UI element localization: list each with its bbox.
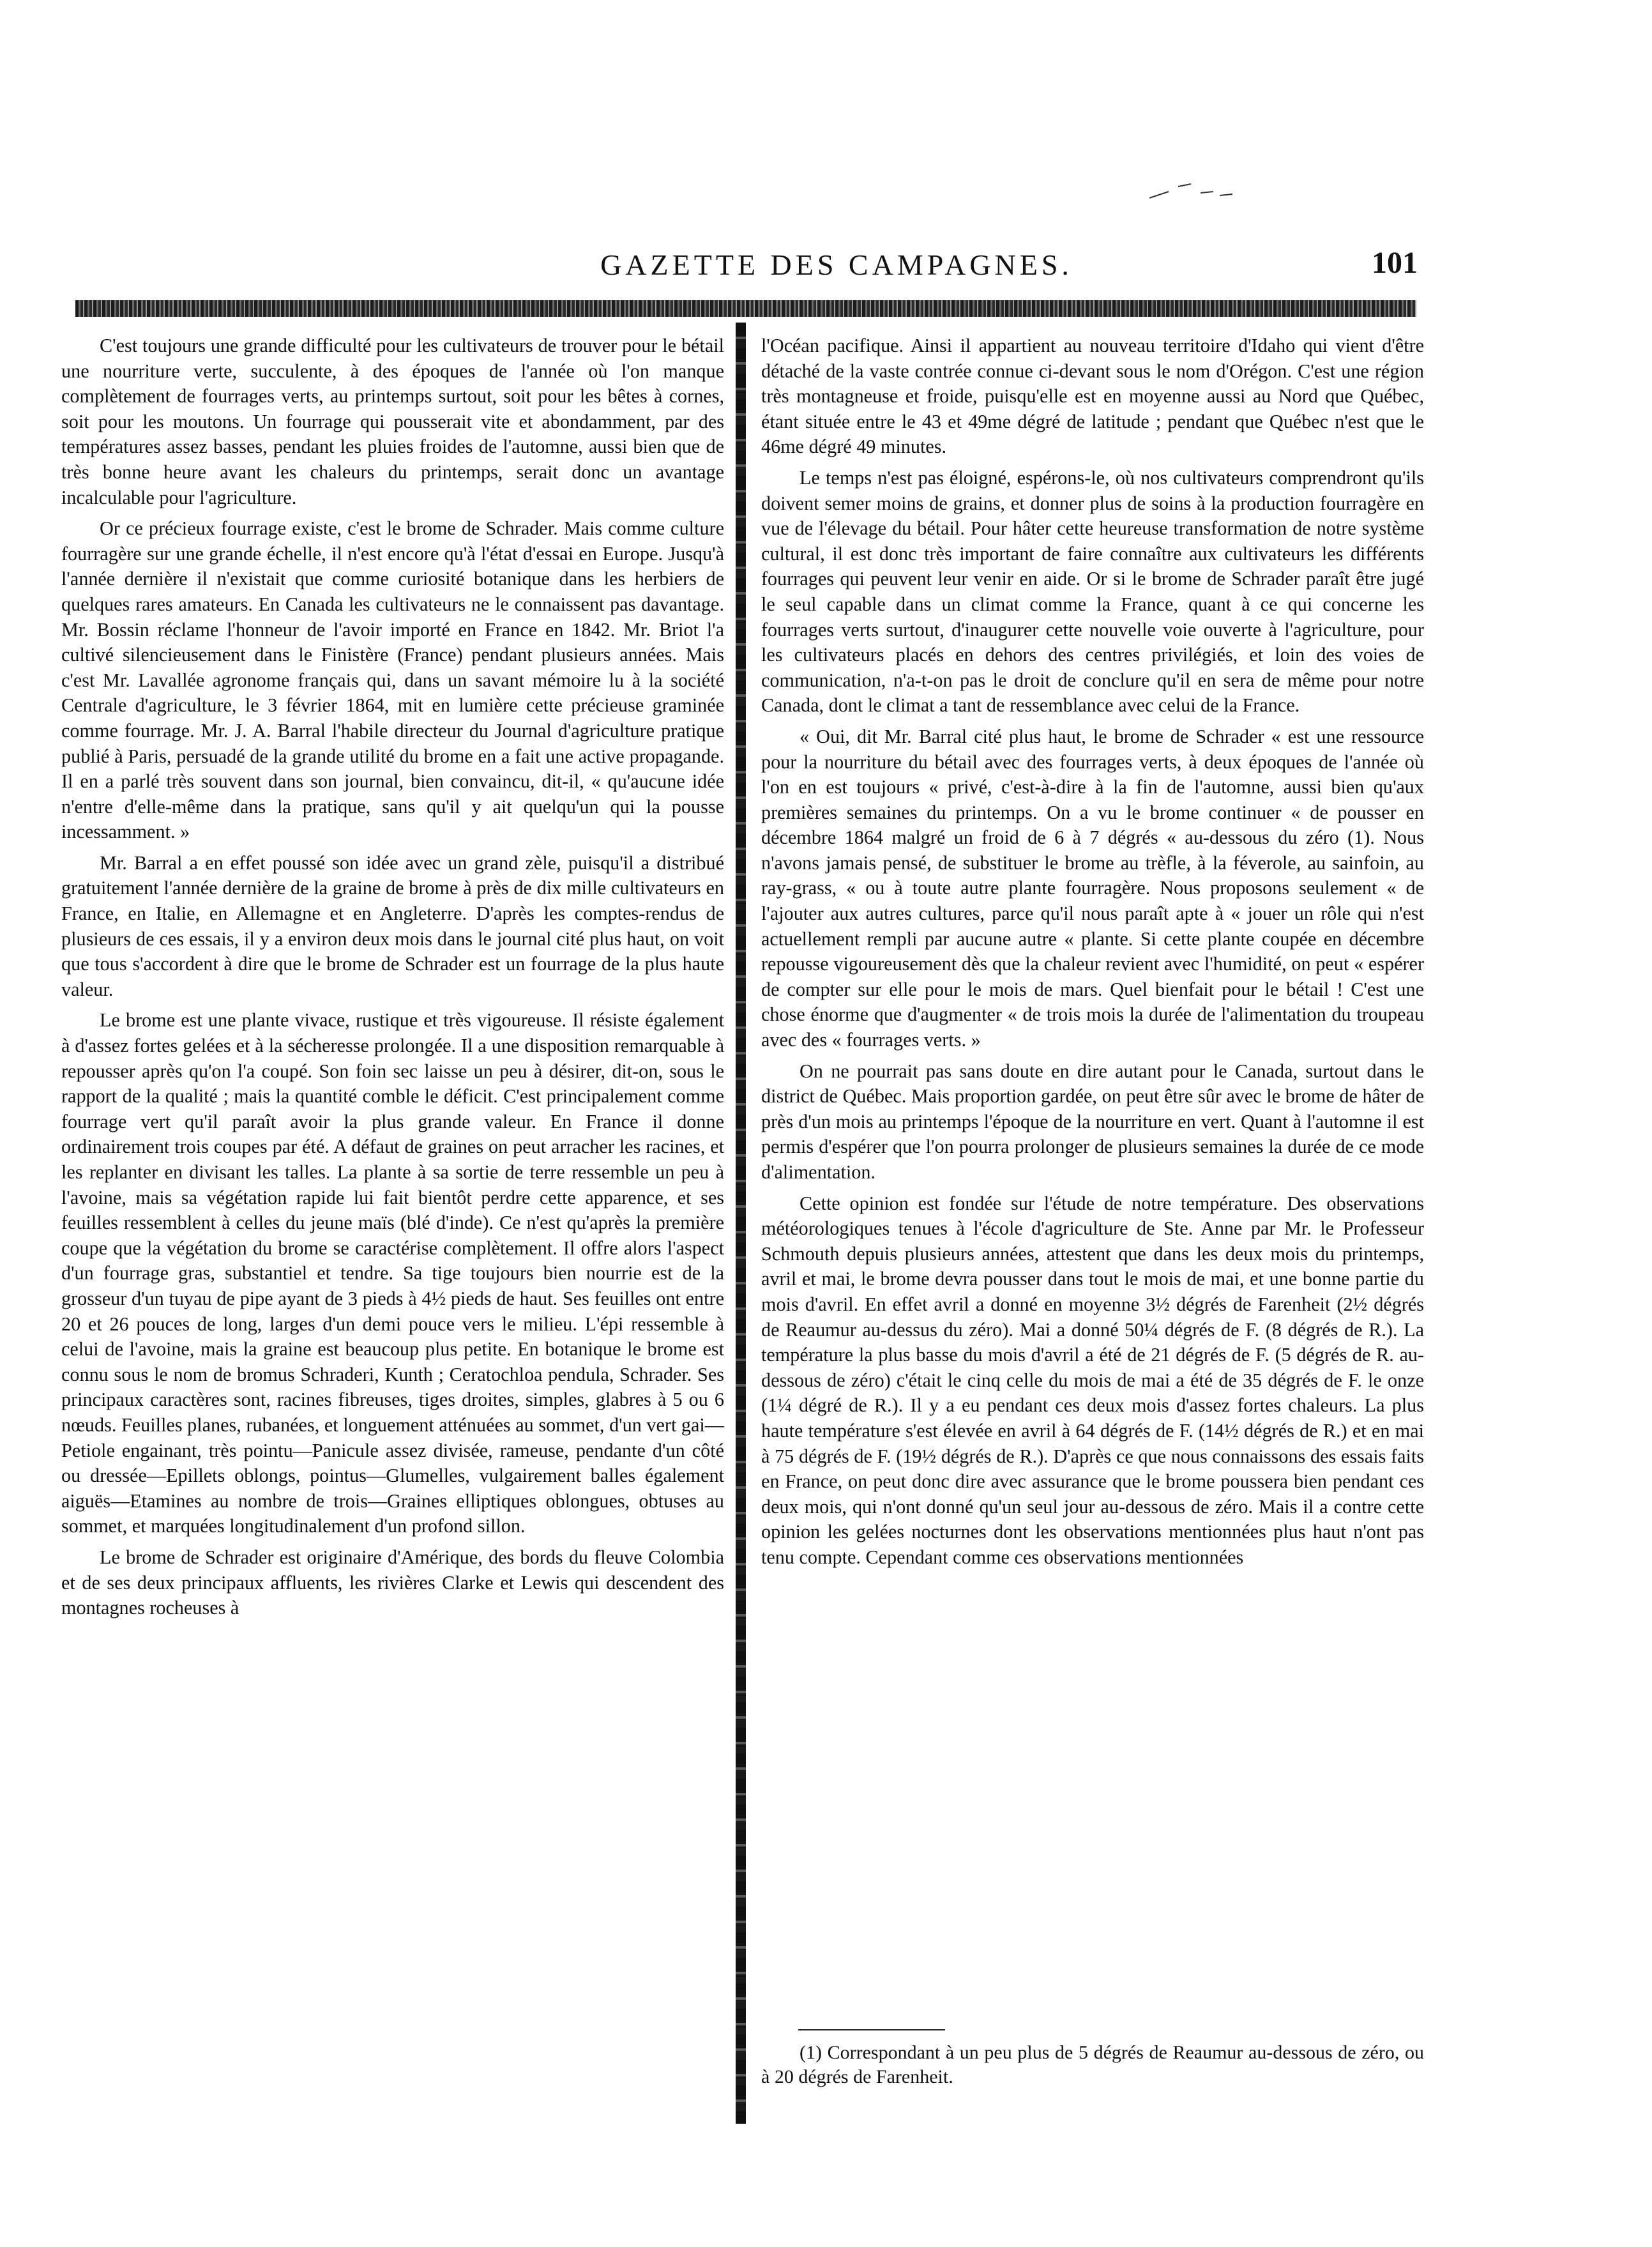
page-header xyxy=(0,236,1652,300)
right-column xyxy=(761,333,1424,1576)
quoted-paragraph: « Oui, dit Mr. Barral cité plus haut, le brome de Schrader « est une ressource pour la nourriture du bétail avec des fourrages verts, à deux époques de l'année où l'on en est toujours « privé, c'est-à-dire à la fin de l'automne, aussi bien qu'aux premières semaines du printemps. On a vu le brome continuer « de pousser en décembre 1864 malgré un froid de 6 à 7 dégrés « au-dessous du zéro (1). Nous n'avons jamais pensé, de substituer le brome au trèfle, à la féverole, au sainfoin, au ray-grass, « ou à toute autre plante fourragère. Nous proposons seulement « de l'ajouter aux autres cultures, parce qu'il nous paraît apte à « jouer un rôle qui n'est actuellement rempli par aucune autre « plante. Si cette plante coupée en décembre repousse vigoureusement dès que la chaleur revient avec l'humidité, on peut « espérer de compter sur elle pour le mois de mars. Quel bienfait pour le bétail ! C'est une chose énorme que d'augmenter « de trois mois la durée de l'alimentation du troupeau avec des « fourrages verts. » xyxy=(761,725,1424,1051)
page-number: 101 xyxy=(1372,246,1418,280)
paragraph: Le temps n'est pas éloigné, espérons-le, où nos cultivateurs comprendront qu'ils doivent semer moins de grains, et donner plus de soins à la production fourragère en vue de l'élevage du bétail. Pour hâter cette heureuse transformation de notre système cultural, il est donc très important de faire connaître aux cultivateurs les différents fourrages qui peuvent leur venir en aide. Or si le brome de Schrader paraît être jugé le seul capable dans un climat comme la France, quant à ce qui concerne les fourrages verts surtout, d'inaugurer cette nouvelle voie ouverte à l'agriculture, pour les cultivateurs placés en dehors des centres privilégiés, et loin des voies de communication, n'a-t-on pas le droit de conclure qu'il en sera de même pour notre Canada, dont le climat a tant de ressemblance avec celui de la France. xyxy=(761,466,1424,717)
footnote: (1) Correspondant à un peu plus de 5 dégrés de Reaumur au-dessous de zéro, ou à 20 dégrés de Farenheit. xyxy=(761,2042,1424,2087)
paragraph: Le brome de Schrader est originaire d'Amérique, des bords du fleuve Colombia et de ses deux principaux affluents, les rivières Clarke et Lewis qui descendent des montagnes rocheuses à xyxy=(61,1546,724,1619)
paragraph: Mr. Barral a en effet poussé son idée avec un grand zèle, puisqu'il a distribué gratuitement l'année dernière de la graine de brome à près de dix mille cultivateurs en France, en Italie, en Allemagne et en Angleterre. D'après les comptes-rendus de plusieurs de ces essais, il y a environ deux mois dans le journal cité plus haut, on voit que tous s'accordent à dire que le brome de Schrader est un fourrage de la plus haute valeur. xyxy=(61,851,724,1000)
paragraph: C'est toujours une grande difficulté pour les cultivateurs de trouver pour le bétail une nourriture verte, succulente, à des époques de l'année où l'on manque complètement de fourrages verts, au printemps surtout, soit pour les bêtes à cornes, soit pour les moutons. Un fourrage qui pousserait vite et abondamment, par des températures assez basses, pendant les pluies froides de l'automne, aussi bien que de très bonne heure avant les chaleurs du printemps, serait donc un avantage incalculable pour l'agriculture. xyxy=(61,335,724,508)
paragraph: Or ce précieux fourrage existe, c'est le brome de Schrader. Mais comme culture fourragère sur une grande échelle, il n'est encore qu'à l'état d'essai en Europe. Jusqu'à l'année dernière il n'existait que comme curiosité botanique dans les herbiers de quelques rares amateurs. En Canada les cultivateurs ne le connaissent pas davantage. Mr. Bossin réclame l'honneur de l'avoir importé en France en 1842. Mr. Briot l'a cultivé silencieusement dans le Finistère (France) pendant plusieurs années. Mais c'est Mr. Lavallée agronome français qui, dans un savant mémoire lu à la société Centrale d'agriculture, le 3 février 1864, mit en lumière cette précieuse graminée comme fourrage. Mr. J. A. Barral l'habile directeur du Journal d'agriculture pratique publié à Paris, persuadé de la grande utilité du brome en a fait une active propagande. Il en a parlé très souvent dans son journal, bien convaincu, dit-il, « qu'aucune idée n'entre d'elle-même dans la pratique, sans qu'il y ait quelqu'un qui la pousse incessamment. » xyxy=(61,517,724,843)
running-title: GAZETTE DES CAMPAGNES. xyxy=(600,248,1073,281)
paragraph: l'Océan pacifique. Ainsi il appartient au nouveau territoire d'Idaho qui vient d'être détaché de la vaste contrée connue ci-devant sous le nom d'Orégon. C'est une région très montagneuse et froide, puisqu'elle est en moyenne aussi au Nord que Québec, étant située entre le 43 et 49me dégré de latitude ; pendant que Québec n'est que le 46me dégré 49 minutes. xyxy=(761,335,1424,458)
column-divider xyxy=(736,323,746,2124)
paragraph: Cette opinion est fondée sur l'étude de notre température. Des observations météorologiques tenues à l'école d'agriculture de Ste. Anne par Mr. le Professeur Schmouth depuis plusieurs années, attestent que dans les deux mois du printemps, avril et mai, le brome devra pousser dans tout le mois de mai, et une bonne partie du mois d'avril. En effet avril a donné en moyenne 3½ dégrés de Farenheit (2½ dégrés de Reaumur au-dessus du zéro). Mai a donné 50¼ dégrés de F. (8 dégrés de R.). La température la plus basse du mois d'avril a été de 21 dégrés de F. (5 dégrés de R. au-dessous de zéro) c'était le cinq celle du mois de mai a été de 35 dégrés de F. le onze (1¼ dégré de R.). Il y a eu pendant ces deux mois d'assez fortes chaleurs. La plus haute température s'est élevée en avril à 64 dégrés de F. (14½ dégrés de R.) et en mai à 75 dégrés de F. (19½ dégrés de R.). D'après ce que nous connaissons des essais faits en France, on peut donc dire avec assurance que le brome poussera bien pendant ces deux mois, qui n'ont donné qu'un seul jour au-dessous de zéro. Mais il a contre cette opinion les gelées nocturnes dont les observations mentionnées plus haut n'ont pas tenu compte. Cependant comme ces observations mentionnées xyxy=(761,1192,1424,1568)
scan-speck-mark xyxy=(1143,172,1239,211)
left-column xyxy=(61,333,724,1627)
paragraph: On ne pourrait pas sans doute en dire autant pour le Canada, surtout dans le district de Québec. Mais proportion gardée, on peut être sûr avec le brome de hâter de près d'un mois au printemps l'époque de la nourriture en vert. Quant à l'automne il est permis d'espérer que l'on pourra prolonger de plusieurs semaines la durée de ce mode d'alimentation. xyxy=(761,1060,1424,1183)
paragraph: Le brome est une plante vivace, rustique et très vigoureuse. Il résiste également à d'assez fortes gelées et à la sécheresse prolongée. Il a une disposition remarquable à repousser après qu'on l'a coupé. Son foin sec laisse un peu à désirer, dit-on, sous le rapport de la qualité ; mais la quantité comble le déficit. C'est principalement comme fourrage vert qu'il paraît avoir la plus grande valeur. En France il donne ordinairement trois coupes par été. A défaut de graines on peut arracher les racines, et les replanter en divisant les talles. La plante à sa sortie de terre ressemble un peu à l'avoine, mais sa végétation rapide lui fait bientôt perdre cette apparence, et ses feuilles ressemblent à celles du jeune maïs (blé d'inde). Ce n'est qu'après la première coupe que la végétation du brome se caractérise complètement. Il offre alors l'aspect d'un fourrage gras, substantiel et tendre. Sa tige toujours bien nourrie est de la grosseur d'un tuyau de pipe ayant de 3 pieds à 4½ pieds de haut. Ses feuilles ont entre 20 et 26 pouces de long, larges d'un demi pouce vers le milieu. L'épi ressemble à celui de l'avoine, mais la graine est beaucoup plus petite. En botanique le brome est connu sous le nom de bromus Schraderi, Kunth ; Ceratochloa pendula, Schrader. Ses principaux caractères sont, racines fibreuses, tiges droites, simples, glabres à 5 ou 6 nœuds. Feuilles planes, rubanées, et longuement atténuées au sommet, d'un vert gai—Petiole engainant, très pointu—Panicule assez divisée, rameuse, pendante d'un côté ou dressée—Epillets oblongs, pointus—Glumelles, vulgairement balles également aiguës—Etamines au nombre de trois—Graines elliptiques oblongues, obtuses au sommet, et marquées longitudinalement d'un profond sillon. xyxy=(61,1009,724,1537)
footnote-rule xyxy=(798,2029,945,2030)
header-ornamental-rule xyxy=(75,300,1416,317)
